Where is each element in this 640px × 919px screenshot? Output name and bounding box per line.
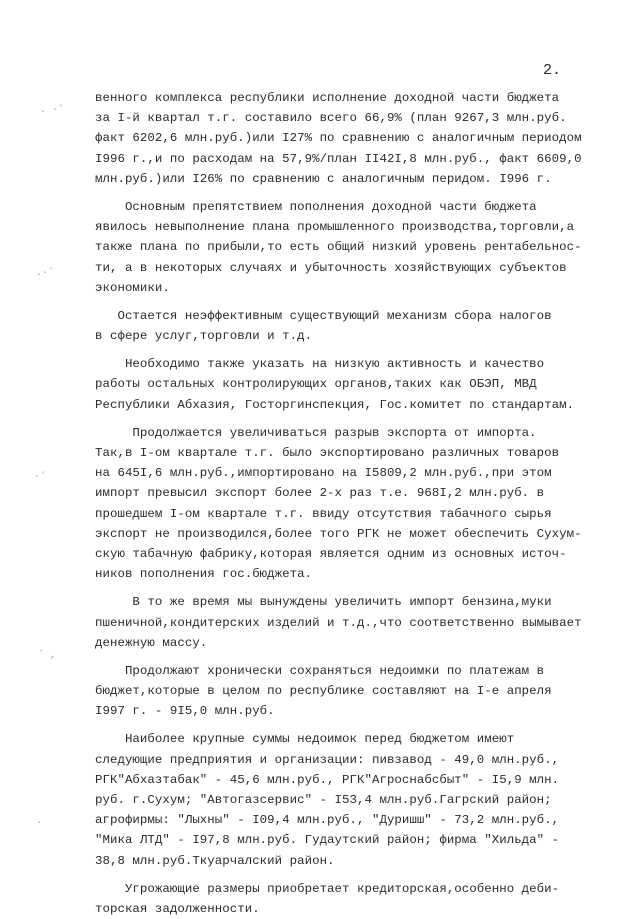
paragraph [95,592,615,653]
text-line: млн.руб.)или I26% по сравнению с аналогичным перидом. I996 г. [95,171,552,186]
text-line: I997 г. - 9I5,0 млн.руб. [95,704,275,719]
text-line: Продолжается увеличиваться разрыв экспорта от импорта. [95,425,537,440]
text-line: Республики Абхазия, Госторгинспекция, Гос.комитет по стандартам. [95,397,575,412]
paragraph [95,423,615,585]
paragraph [95,354,615,415]
text-line: Наиболее крупные суммы недоимок перед бюджетом имеют [95,732,515,747]
text-line: агрофирмы: "Лыхны" - I09,4 млн.руб., "Дуришш" - 73,2 млн.руб., [95,813,560,828]
text-line: Так,в I-ом квартале т.г. было экспортировано различных товаров [95,446,560,460]
text-line: работы остальных контролирующих органов,таких как ОБЭП, МВД [95,377,537,392]
paragraph [95,729,615,870]
margin-mark: .·ʼ [36,268,55,279]
text-line: Угрожающие размеры приобретает кредиторская,особенно деби- [95,881,560,896]
text-line: торская задолженности. [95,901,260,916]
text-line: денежную массу. [95,635,208,650]
text-line: В то же время мы вынуждены увеличить импорт бензина,муки [95,595,552,610]
text-line: Остается неэффективным существующий механизм сбора налогов [95,308,552,323]
text-line: экспорт не производился,более того РГК не может обеспечить Сухум- [95,526,582,541]
paragraph [95,879,615,919]
page-number: 2. [543,62,562,79]
text-line: ников пополнения гос.бюджета. [95,567,313,582]
text-line: прошедшем I-ом квартале т.г. ввиду отсутствия табачного сырья [95,506,552,521]
margin-mark: . ·ʼ [40,105,65,116]
text-line: пшеничной,кондитерских изделий и т.д.,что соответственно вымывает [95,615,582,630]
text-line: явилось невыполнение плана промышленного производства,торговли,а [95,220,575,235]
margin-mark: ʼ , [38,650,57,661]
text-line: на 645I,6 млн.руб.,импортировано на I5809,2 млн.руб.,при этом [95,466,552,481]
text-line: Основным препятствием пополнения доходной части бюджета [95,199,537,214]
text-line: также плана по прибыли,то есть общий низкий уровень рентабельнос- [95,240,582,255]
text-line: импорт превысил экспорт более 2-х раз т.е. 968I,2 млн.руб. в [95,486,545,501]
text-line: "Мика ЛТД" - I97,8 млн.руб. Гудаутский район; фирма "Хильда" - [95,833,560,848]
text-line: ти, а в некоторых случаях и убыточность хозяйствующих субъектов [95,260,567,275]
text-line: факт 6202,6 млн.руб.)или I27% по сравнению с аналогичным периодом [95,131,582,146]
text-line: РГК"Абхазтабак" - 45,6 млн.руб., РГК"Агроснабсбыт" - I5,9 млн. [95,772,560,787]
text-line: бюджет,которые в целом по республике составляют на I-е апреля [95,684,552,699]
text-line: следующие предприятия и организации: пивзавод - 49,0 млн.руб., [95,752,560,767]
text-line: венного комплекса республики исполнение доходной части бюджета [95,91,560,105]
text-line: скую табачную фабрику,которая является одним из основных источ- [95,546,567,561]
text-line: за I-й квартал т.г. составило всего 66,9% (план 9267,3 млн.руб. [95,111,567,126]
margin-mark: ·ʼ [34,472,47,483]
text-line: Продолжают хронически сохраняться недоимки по платежам в [95,663,545,678]
paragraph [95,661,615,722]
text-line: экономики. [95,280,170,295]
text-line: 38,8 млн.руб.Ткуарчалский район. [95,853,335,868]
paragraph [95,306,615,346]
text-line: Необходимо также указать на низкую активность и качество [95,357,545,372]
paragraph [95,197,615,298]
margin-mark: · [36,818,43,829]
document-body [95,88,615,919]
text-line: в сфере услуг,торговли и т.д. [95,329,313,344]
text-line: руб. г.Сухум; "Автогазсервис" - I53,4 млн.руб.Гагрский район; [95,793,552,807]
text-line: I996 г.,и по расходам на 57,9%/план II42I,8 млн.руб., факт 6609,0 [95,151,582,166]
paragraph [95,88,615,189]
